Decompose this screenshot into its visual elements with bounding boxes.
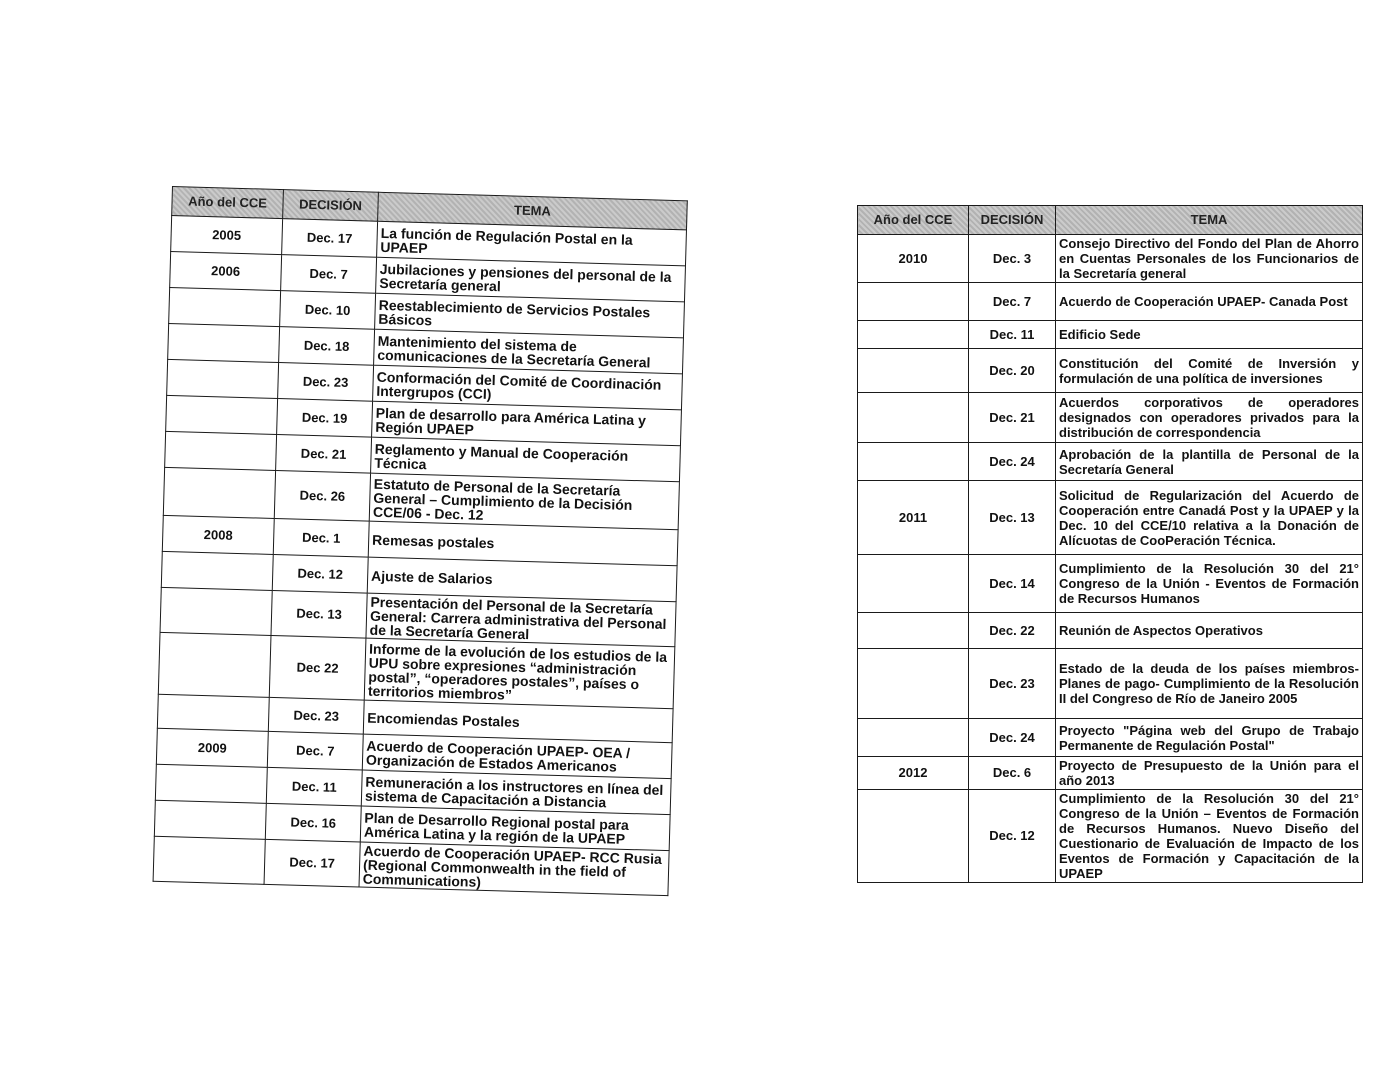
header-decision: DECISIÓN: [283, 190, 379, 222]
tema-cell: Acuerdos corporativos de operadores designados con operadores privados para la distribución de correspondencia: [1056, 393, 1363, 443]
tema-cell: Cumplimiento de la Resolución 30 del 21° Congreso de la Unión – Eventos de Formación de Recursos Humanos. Nuevo Diseño del Cuestionario de Evaluación de Impacto de los Eventos de Formación y Capacitación de la UPAEP: [1056, 790, 1363, 883]
tema-cell: Remesas postales: [368, 521, 678, 566]
decision-cell: Dec. 18: [279, 327, 375, 366]
tema-cell: Proyecto "Página web del Grupo de Trabajo Permanente de Regulación Postal": [1056, 719, 1363, 757]
table-header-row: [858, 206, 1363, 235]
tema-cell: Acuerdo de Cooperación UPAEP- RCC Rusia (Regional Commonwealth in the field of Communications): [359, 842, 669, 896]
year-cell: [858, 283, 969, 321]
decision-cell: Dec. 22: [969, 613, 1056, 649]
decisions-table-left: [153, 186, 688, 896]
table-row: [858, 613, 1363, 649]
year-cell: [858, 719, 969, 757]
year-cell: [155, 764, 267, 803]
header-year: Año del CCE: [172, 187, 284, 219]
tema-cell: Presentación del Personal de la Secretaría General: Carrera administrativa del Personal de la Secretaría General: [366, 593, 676, 647]
year-cell: [163, 467, 275, 518]
tema-cell: Cumplimiento de la Resolución 30 del 21° Congreso de la Unión - Eventos de Formación de Recursos Humanos: [1056, 555, 1363, 613]
tema-cell: Conformación del Comité de Coordinación Intergrupos (CCI): [373, 365, 683, 410]
tema-cell: Proyecto de Presupuesto de la Unión para el año 2013: [1056, 757, 1363, 790]
year-cell: [160, 587, 272, 635]
tema-cell: Encomiendas Postales: [363, 700, 673, 743]
year-cell: [154, 800, 266, 839]
decision-cell: Dec. 7: [281, 255, 377, 294]
year-cell: [161, 551, 273, 590]
header-tema: TEMA: [378, 192, 688, 230]
tema-cell: Ajuste de Salarios: [367, 557, 677, 602]
tema-cell: Mantenimiento del sistema de comunicaciones de la Secretaría General: [374, 329, 684, 374]
table-row: [858, 443, 1363, 481]
year-cell: [858, 555, 969, 613]
year-cell: [158, 632, 271, 697]
tema-cell: Informe de la evolución de los estudios de la UPU sobre expresiones “administración postal”, “operadores postales”, países o territorios miembros”: [364, 638, 675, 709]
decision-cell: Dec. 11: [969, 321, 1056, 349]
table-row: [858, 555, 1363, 613]
tema-cell: Acuerdo de Cooperación UPAEP- OEA / Organización de Estados Americanos: [362, 734, 672, 779]
decision-cell: Dec. 19: [277, 399, 373, 438]
table-row: [858, 719, 1363, 757]
tema-cell: Acuerdo de Cooperación UPAEP- Canada Post: [1056, 283, 1363, 321]
decision-cell: Dec. 23: [969, 649, 1056, 719]
year-cell: 2009: [156, 728, 268, 767]
table-row: [858, 321, 1363, 349]
year-cell: [858, 790, 969, 883]
tema-cell: Estado de la deuda de los países miembros- Planes de pago- Cumplimiento de la Resolución II del Congreso de Río de Janeiro 2005: [1056, 649, 1363, 719]
year-cell: [858, 443, 969, 481]
decision-cell: Dec. 13: [969, 481, 1056, 555]
decision-cell: Dec. 24: [969, 719, 1056, 757]
year-cell: 2010: [858, 235, 969, 283]
table-row: [858, 235, 1363, 283]
year-cell: [157, 694, 269, 731]
table-row: [858, 790, 1363, 883]
decisions-table-right: [857, 205, 1363, 883]
decision-cell: Dec. 7: [267, 731, 363, 770]
tema-cell: Plan de desarrollo para América Latina y Región UPAEP: [372, 401, 682, 446]
table-row: [858, 481, 1363, 555]
decision-cell: Dec. 17: [282, 219, 378, 258]
year-cell: [165, 431, 277, 470]
tema-cell: Reglamento y Manual de Cooperación Técnica: [371, 437, 681, 482]
tema-cell: Consejo Directivo del Fondo del Plan de Ahorro en Cuentas Personales de los Funcionarios de la Secretaría general: [1056, 235, 1363, 283]
decision-cell: Dec. 1: [273, 518, 369, 557]
year-cell: 2005: [171, 216, 283, 255]
year-cell: [858, 649, 969, 719]
header-year: Año del CCE: [858, 206, 969, 235]
decision-cell: Dec. 7: [969, 283, 1056, 321]
year-cell: 2008: [162, 515, 274, 554]
tema-cell: Solicitud de Regularización del Acuerdo de Cooperación entre Canadá Post y la UPAEP y la Dec. 10 del CCE/10 relativa a la Donación de Alícuotas de CooPeración Técnica.: [1056, 481, 1363, 555]
tema-cell: Reunión de Aspectos Operativos: [1056, 613, 1363, 649]
decision-cell: Dec 22: [269, 635, 366, 700]
year-cell: [153, 836, 265, 884]
year-cell: [858, 349, 969, 393]
year-cell: [858, 613, 969, 649]
year-cell: [168, 323, 280, 362]
year-cell: [858, 321, 969, 349]
header-tema: TEMA: [1056, 206, 1363, 235]
decision-cell: Dec. 11: [266, 767, 362, 806]
decision-cell: Dec. 24: [969, 443, 1056, 481]
decision-cell: Dec. 26: [274, 471, 370, 522]
decision-cell: Dec. 13: [271, 590, 367, 638]
left-page-table: [153, 186, 688, 896]
table-row: [858, 283, 1363, 321]
tema-cell: Jubilaciones y pensiones del personal de la Secretaría general: [376, 257, 686, 302]
table-row: [858, 393, 1363, 443]
year-cell: 2006: [170, 251, 282, 290]
decision-cell: Dec. 6: [969, 757, 1056, 790]
tema-cell: Reestablecimiento de Servicios Postales Básicos: [375, 293, 685, 338]
decision-cell: Dec. 12: [969, 790, 1056, 883]
decision-cell: Dec. 16: [265, 803, 361, 842]
table-row: [858, 757, 1363, 790]
year-cell: [169, 287, 281, 326]
decision-cell: Dec. 23: [278, 363, 374, 402]
tema-cell: Remuneración a los instructores en línea del sistema de Capacitación a Distancia: [361, 770, 671, 815]
year-cell: 2012: [858, 757, 969, 790]
year-cell: 2011: [858, 481, 969, 555]
right-page-table: [857, 205, 1363, 883]
year-cell: [858, 393, 969, 443]
decision-cell: Dec. 3: [969, 235, 1056, 283]
decision-cell: Dec. 10: [280, 291, 376, 330]
tema-cell: La función de Regulación Postal en la UPAEP: [377, 221, 687, 266]
decision-cell: Dec. 21: [969, 393, 1056, 443]
decision-cell: Dec. 17: [264, 839, 360, 887]
tema-cell: Constitución del Comité de Inversión y formulación de una política de inversiones: [1056, 349, 1363, 393]
tema-cell: Aprobación de la plantilla de Personal de la Secretaría General: [1056, 443, 1363, 481]
tema-cell: Edificio Sede: [1056, 321, 1363, 349]
header-decision: DECISIÓN: [969, 206, 1056, 235]
table-row: [858, 349, 1363, 393]
table-row: [858, 649, 1363, 719]
year-cell: [167, 359, 279, 398]
tema-cell: Plan de Desarrollo Regional postal para América Latina y la región de la UPAEP: [360, 806, 670, 851]
decision-cell: Dec. 14: [969, 555, 1056, 613]
table-body-left: [153, 216, 686, 896]
decision-cell: Dec. 20: [969, 349, 1056, 393]
decision-cell: Dec. 21: [276, 435, 372, 474]
year-cell: [166, 395, 278, 434]
decision-cell: Dec. 12: [272, 554, 368, 593]
table-body-right: [858, 235, 1363, 883]
tema-cell: Estatuto de Personal de la Secretaría General – Cumplimiento de la Decisión CCE/06 - Dec. 12: [369, 473, 679, 530]
decision-cell: Dec. 23: [268, 697, 364, 734]
